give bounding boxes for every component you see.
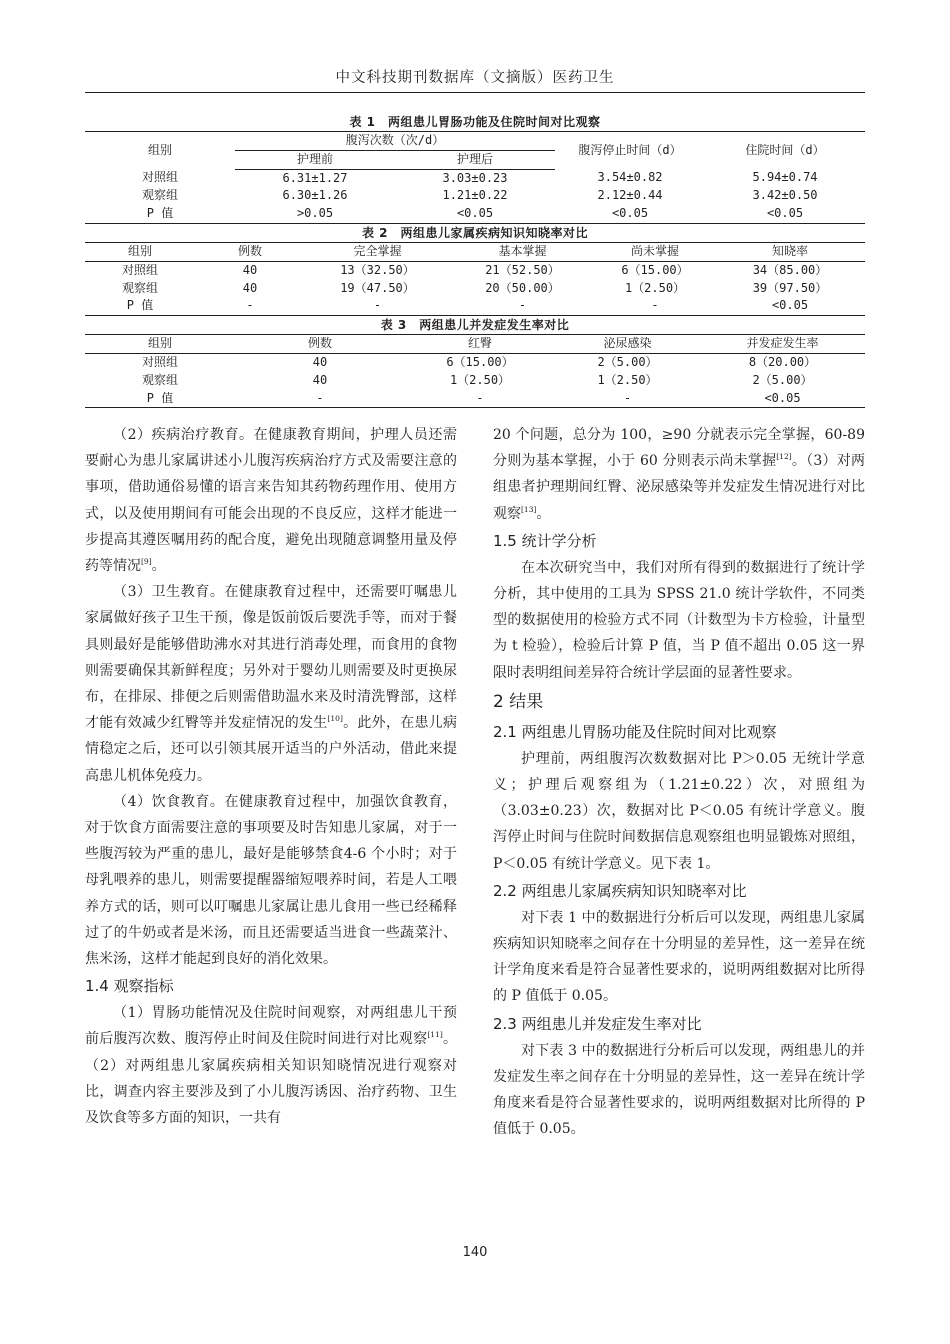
table-cell: 观察组 <box>141 372 178 387</box>
table-cell: 3.42±0.50 <box>752 188 818 203</box>
table-row <box>85 261 865 279</box>
section-heading-2-3: 2.3 两组患儿并发症发生率对比 <box>493 1014 702 1033</box>
table-cell: <0.05 <box>700 390 865 408</box>
table-cell: 2（5.00） <box>752 372 813 387</box>
table-cell: 6.30±1.26 <box>282 188 348 203</box>
citation: [13] <box>521 504 537 514</box>
table-cell: 1.21±0.22 <box>442 188 508 203</box>
table-cell: 34（85.00） <box>752 262 828 277</box>
table1-header-hosp: 住院时间（d） <box>705 132 865 170</box>
table-cell: 8（20.00） <box>748 354 817 369</box>
paragraph-result-2-3: 对下表 3 中的数据进行分析后可以发现，两组患儿的并发症发生率之间存在十分明显的差异性，这一差异在统计学角度来看是符合显著性要求的，说明两组数据对比所得的 P 值低于 0.05。 <box>493 1042 865 1138</box>
table-cell: 观察组 <box>121 280 158 295</box>
table-cell: >0.05 <box>235 205 395 223</box>
table-cell: P 值 <box>85 390 235 408</box>
table-cell: - <box>305 297 450 315</box>
table3-header: 泌尿感染 <box>555 335 700 354</box>
citation: [11] <box>427 1030 443 1040</box>
table-row <box>85 280 865 298</box>
table-cell: 6（15.00） <box>446 354 514 369</box>
section-heading-2: 2 结果 <box>493 691 544 712</box>
table-cell: 对照组 <box>141 170 178 185</box>
table-row <box>85 187 865 205</box>
table2-header: 知晓率 <box>715 242 865 261</box>
table-row <box>85 297 865 315</box>
table-cell: 40 <box>242 280 258 295</box>
table-cell: P 值 <box>85 297 195 315</box>
table-cell: 19（47.50） <box>340 280 415 295</box>
table-cell: 40 <box>312 354 328 369</box>
table-cell: 观察组 <box>141 188 178 203</box>
table-row <box>85 205 865 223</box>
table-cell: 5.94±0.74 <box>752 170 818 185</box>
table-cell: 13（32.50） <box>340 262 415 277</box>
table-cell: 39（97.50） <box>752 280 828 295</box>
table-cell: - <box>235 390 405 408</box>
table-row <box>85 372 865 390</box>
table3-header: 并发症发生率 <box>700 335 865 354</box>
citation: [9] <box>141 557 152 567</box>
citation: [10] <box>327 714 343 724</box>
section-heading-2-1: 2.1 两组患儿胃肠功能及住院时间对比观察 <box>493 722 777 741</box>
table3-caption: 表 3 两组患儿并发症发生率对比 <box>380 318 570 333</box>
table3 <box>85 334 865 408</box>
table-cell: 40 <box>312 372 328 387</box>
table-cell: 1（2.50） <box>624 280 686 295</box>
table1-header-group: 组别 <box>85 132 235 170</box>
table-cell: 21（52.50） <box>485 262 560 277</box>
table-cell: 2（5.00） <box>597 354 658 369</box>
table-cell: 3.54±0.82 <box>597 170 663 185</box>
journal-header: 中文科技期刊数据库（文摘版）医药卫生 <box>335 70 615 86</box>
left-column <box>85 422 457 1131</box>
table-row <box>85 390 865 408</box>
table-cell: - <box>450 297 595 315</box>
table-cell: 对照组 <box>121 262 158 277</box>
table3-header: 红臀 <box>405 335 555 354</box>
table2 <box>85 242 865 316</box>
paragraph-observation-indicators: （1）胃肠功能情况及住院时间观察，对两组患儿干预前后腹泻次数、腹泻停止时间及住院时间进行对比观察[11]。（2）对两组患儿家属疾病相关知识知晓情况进行观察对比，调查内容主要涉及到了小儿腹泻诱因、治疗药物、卫生及饮食等多方面的知识，一共有 <box>85 1005 458 1127</box>
paragraph-continued: 20 个问题，总分为 100，≥90 分就表示完全掌握，60-89 分则为基本掌握，小于 60 分则表示尚未掌握[12]。（3）对两组患者护理期间红臀、泌尿感染等并发症发生情况进行对比观察[13]。 <box>493 427 865 522</box>
page-number: 140 <box>462 1245 488 1260</box>
header-rule <box>85 92 865 93</box>
table1-header-stop: 腹泻停止时间（d） <box>555 132 705 170</box>
table3-header: 组别 <box>85 335 235 354</box>
section-heading-2-2: 2.2 两组患儿家属疾病知识知晓率对比 <box>493 881 747 900</box>
table-cell: - <box>195 297 305 315</box>
paragraph-diet-education: （4）饮食教育。在健康教育过程中，加强饮食教育，对于饮食方面需要注意的事项要及时告知患儿家属，对于一些腹泻较为严重的患儿，最好是能够禁食4-6 个小时；对于母乳喂养的患儿，则需要提醒器缩短喂养时间，若是人工喂养方式的话，则可以叮嘱患儿家属让患儿食用一些已经稀释过了的牛奶或者是米汤，而且还需要适当进食一些蔬菜汁、焦米汤，这样才能起到良好的消化效果。 <box>85 793 457 968</box>
paragraph-result-2-1: 护理前，两组腹泻次数数据对比 P＞0.05 无统计学意义；护理后观察组为（1.21±0.22）次，对照组为（3.03±0.23）次，数据对比 P＜0.05 有统计学意义。腹泻停止时间与住院时间数据信息观察组也明显锻炼对照组，P＜0.05 有统计学意义。见下表 1。 <box>493 750 865 872</box>
table-cell: - <box>595 297 715 315</box>
table1-header-before: 护理前 <box>235 150 395 169</box>
table-cell: 对照组 <box>141 354 178 369</box>
right-column <box>493 422 865 1142</box>
table-row <box>85 353 865 371</box>
table-cell: - <box>405 390 555 408</box>
table-cell: <0.05 <box>395 205 555 223</box>
table-cell: 20（50.00） <box>485 280 560 295</box>
table1-header-after: 护理后 <box>395 150 555 169</box>
tables-block <box>85 113 865 408</box>
table-cell: - <box>555 390 700 408</box>
paragraph-hygiene-education: （3）卫生教育。在健康教育过程中，还需要叮嘱患儿家属做好孩子卫生干预，像是饭前饭后要洗手等，而对于餐具则最好是能够借助沸水对其进行消毒处理，而食用的食物则需要确保其新鲜程度；另外对于婴幼儿则需要及时更换尿布，在排尿、排便之后则需借助温水来及时清洗臀部，这样才能有效减少红臀等并发症情况的发生[10]。此外，在患儿病情稳定之后，还可以引领其展开适当的户外活动，借此来提高患儿机体免疫力。 <box>85 584 458 784</box>
table-cell: 2.12±0.44 <box>597 188 663 203</box>
table1-header-freq: 腹泻次数（次/d） <box>235 132 555 151</box>
table-cell: <0.05 <box>555 205 705 223</box>
table-cell: 1（2.50） <box>449 372 511 387</box>
paragraph-statistics: 在本次研究当中，我们对所有得到的数据进行了统计学分析，其中使用的工具为 SPSS 21.0 统计学软件，不同类型的数据使用的检验方式不同（计数型为卡方检验，计量型为 t 检验），检验后计算 P 值，当 P 值不超出 0.05 这一界限时表明组间差异符合统计学层面的显著性要求。 <box>493 559 865 681</box>
table-cell: 40 <box>242 262 258 277</box>
table-row <box>85 169 865 187</box>
paragraph-treatment-education: （2）疾病治疗教育。在健康教育期间，护理人员还需要耐心为患儿家属讲述小儿腹泻疾病治疗方式及需要注意的事项，借助通俗易懂的语言来告知其药物药理作用、使用方式，以及使用期间有可能会出现的不良反应，这样才能进一步提高其遵医嘱用药的配合度，避免出现随意调整用量及停药等情况[9]。 <box>85 427 457 575</box>
table1-caption: 表 1 两组患儿胃肠功能及住院时间对比观察 <box>349 115 601 129</box>
table2-header: 组别 <box>85 242 195 261</box>
table-cell: <0.05 <box>705 205 865 223</box>
citation: [12] <box>776 452 792 462</box>
table2-header: 尚未掌握 <box>595 242 715 261</box>
table1 <box>85 131 865 224</box>
table-cell: 3.03±0.23 <box>442 170 508 185</box>
table-cell: 6（15.00） <box>621 262 689 277</box>
section-heading-1-4: 1.4 观察指标 <box>85 977 174 996</box>
table-cell: 6.31±1.27 <box>282 170 348 185</box>
table-cell: <0.05 <box>715 297 865 315</box>
table2-header: 基本掌握 <box>450 242 595 261</box>
section-heading-1-5: 1.5 统计学分析 <box>493 531 597 550</box>
paragraph-result-2-2: 对下表 1 中的数据进行分析后可以发现，两组患儿家属疾病知识知晓率之间存在十分明显的差异性，这一差异在统计学角度来看是符合显著性要求的，说明两组数据对比所得的 P 值低于 0.05。 <box>493 909 865 1005</box>
table-cell: 1（2.50） <box>597 372 658 387</box>
table2-header: 完全掌握 <box>305 242 450 261</box>
table2-caption: 表 2 两组患儿家属疾病知识知晓率对比 <box>361 225 589 240</box>
table2-header: 例数 <box>195 242 305 261</box>
table-cell: P 值 <box>85 205 235 223</box>
table3-header: 例数 <box>235 335 405 354</box>
